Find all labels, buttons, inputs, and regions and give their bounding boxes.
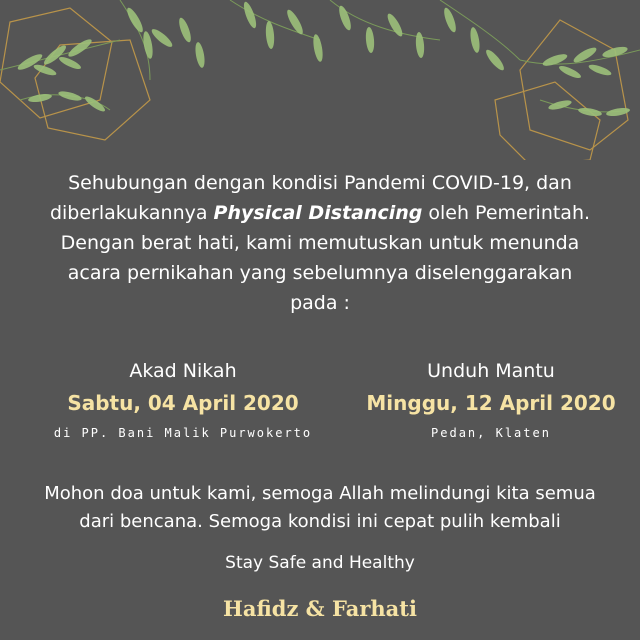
announcement-line-5: pada : [290, 292, 350, 314]
physical-distancing-emphasis: Physical Distancing [213, 202, 423, 224]
leaf-garland-decoration [0, 0, 640, 160]
gold-hexagon-frame-right [495, 20, 628, 160]
unduh-mantu-event [350, 358, 632, 440]
unduh-mantu-label: Unduh Mantu [427, 360, 555, 382]
announcement-line-2 [40, 198, 600, 228]
announcement-text [40, 168, 600, 318]
stay-safe-text: Stay Safe and Healthy [225, 553, 415, 573]
announcement-line-4: acara pernikahan yang sebelumnya diselenggarakan [67, 262, 573, 284]
unduh-mantu-date: Minggu, 12 April 2020 [366, 391, 616, 415]
gold-hexagon-frame-left [0, 8, 150, 140]
leaf-branches [0, 0, 640, 118]
prayer-text [30, 480, 610, 536]
unduh-mantu-place: Pedan, Klaten [431, 426, 551, 440]
couple-names: Hafidz & Farhati [223, 596, 417, 621]
akad-nikah-place: di PP. Bani Malik Purwokerto [53, 426, 313, 440]
announcement-line-3: Dengan berat hati, kami memutuskan untuk menunda [60, 232, 580, 254]
announcement-line-1: Sehubungan dengan kondisi Pandemi COVID-19, dan [68, 172, 572, 194]
akad-nikah-date: Sabtu, 04 April 2020 [67, 391, 299, 415]
akad-nikah-event [18, 358, 348, 440]
prayer-line-1: Mohon doa untuk kami, semoga Allah melindungi kita semua [44, 483, 596, 504]
announcement-line-2-start: diberlakukannya [49, 202, 214, 224]
akad-nikah-label: Akad Nikah [129, 360, 237, 382]
announcement-line-2-end: oleh Pemerintah. [422, 202, 591, 224]
prayer-line-2: dari bencana. Semoga kondisi ini cepat pulih kembali [79, 511, 561, 532]
